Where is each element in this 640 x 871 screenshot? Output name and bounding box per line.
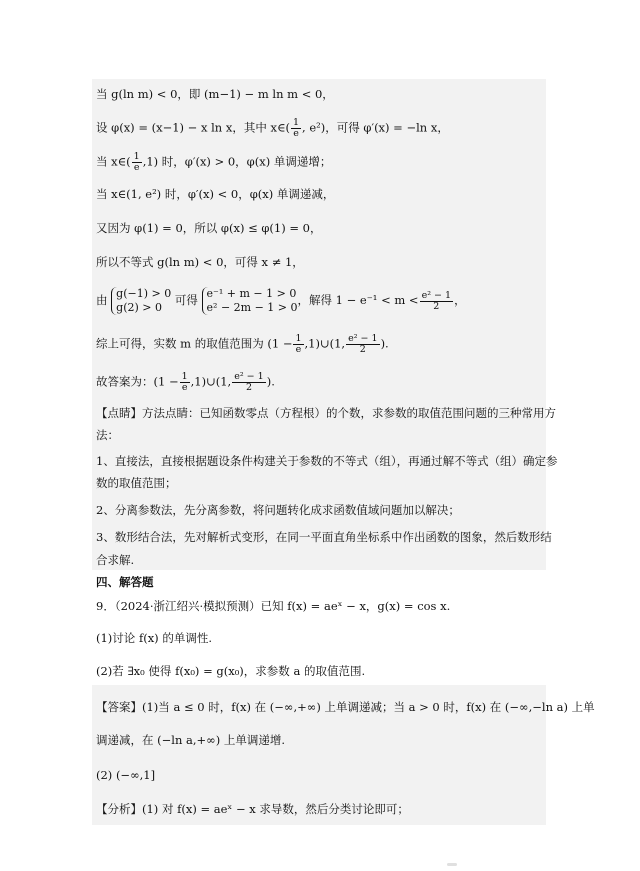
fraction: [232, 372, 265, 393]
fraction-denominator: 2: [433, 300, 440, 312]
method-1-line-1: 1、直接法，直接根据题设条件构建关于参数的不等式（组），再通过解不等式（组）确定参: [96, 454, 558, 468]
solution-line-8: [96, 334, 389, 355]
fraction-denominator: e: [133, 162, 140, 173]
inequality-system: [202, 287, 298, 315]
text-segment: ,1)∪(1,: [190, 374, 232, 389]
inequality-system: [111, 287, 171, 315]
question-9-part-2: (2)若 ∃x₀ 使得 f(x₀) = g(x₀)，求参数 a 的取值范围.: [96, 664, 366, 678]
solution-line-4: 当 x∈(1, e²) 时，φ′(x) < 0，φ(x) 单调递减，: [96, 187, 335, 201]
fraction-denominator: e: [181, 382, 188, 393]
text-segment: , e²)，可得 φ′(x) = −ln x，: [302, 120, 449, 135]
fraction-numerator: 1: [295, 333, 302, 344]
answer-line-3: (2) (−∞,1]: [96, 768, 156, 782]
fraction: [132, 152, 142, 173]
text-segment: 设 φ(x) = (x−1) − x ln x，其中 x∈(: [96, 120, 290, 135]
text-segment: 当 x∈(: [96, 154, 131, 169]
solution-line-6: 所以不等式 g(ln m) < 0，可得 x ≠ 1，: [96, 255, 304, 269]
solution-line-3: [96, 152, 331, 173]
fraction-numerator: 1: [181, 371, 188, 382]
text-segment: ).: [266, 374, 275, 389]
text-segment: ,1) 时，φ′(x) > 0，φ(x) 单调递增；: [142, 154, 332, 169]
question-9: 9．（2024·浙江绍兴·模拟预测）已知 f(x) = aeˣ − x，g(x) = cos x.: [96, 599, 451, 613]
page-footer-mark: [447, 863, 457, 866]
method-3-line-2: 合求解.: [96, 553, 135, 567]
solution-line-7: [96, 287, 466, 315]
text-segment: 故答案为：(1 −: [96, 374, 179, 389]
solution-line-9: [96, 372, 275, 393]
text-segment: 综上可得，实数 m 的取值范围为 (1 −: [96, 336, 293, 351]
fraction-numerator: e² − 1: [421, 289, 452, 301]
system-row: g(−1) > 0: [116, 287, 172, 300]
tip-line-1: 【点睛】方法点睛：已知函数零点（方程根）的个数，求参数的取值范围问题的三种常用方: [96, 406, 556, 420]
method-1-line-2: 数的取值范围；: [96, 476, 177, 490]
text-segment: ，: [454, 293, 466, 307]
text-segment: ，解得 1 − e⁻¹ < m <: [297, 293, 419, 307]
solution-line-5: 又因为 φ(1) = 0，所以 φ(x) ≤ φ(1) = 0，: [96, 221, 322, 235]
answer-line-2: 调递减，在 (−ln a,+∞) 上单调递增.: [96, 733, 286, 747]
fraction: [420, 291, 453, 312]
solution-line-1: 当 g(ln m) < 0，即 (m−1) − m ln m < 0，: [96, 87, 334, 101]
section-heading: 四、解答题: [96, 575, 154, 589]
fraction-denominator: 2: [359, 344, 366, 355]
fraction: [291, 118, 301, 139]
fraction-numerator: 1: [292, 117, 300, 128]
fraction-numerator: 1: [133, 151, 140, 162]
answer-line-1: 【答案】(1)当 a ≤ 0 时，f(x) 在 (−∞,+∞) 上单调递减；当 a > 0 时，f(x) 在 (−∞,−ln a) 上单: [96, 700, 595, 714]
question-9-part-1: (1)讨论 f(x) 的单调性.: [96, 631, 212, 645]
text-segment: 由: [96, 293, 108, 307]
fraction-numerator: e² − 1: [348, 333, 378, 344]
text-segment: ,1)∪(1,: [304, 336, 346, 351]
method-3-line-1: 3、数形结合法，先对解析式变形，在同一平面直角坐标系中作出函数的图象，然后数形结: [96, 530, 552, 544]
fraction: [346, 334, 379, 355]
fraction-denominator: e: [295, 344, 302, 355]
method-2-line: 2、分离参数法，先分离参数，将问题转化成求函数值域问题加以解决；: [96, 503, 460, 517]
tip-line-2: 法：: [96, 428, 119, 442]
system-row: g(2) > 0: [116, 301, 162, 314]
fraction: [180, 372, 190, 393]
text-segment: 可得: [174, 293, 198, 307]
solution-line-2: [96, 118, 449, 139]
fraction-denominator: e: [293, 128, 299, 139]
fraction-denominator: 2: [245, 382, 252, 393]
system-row: e² − 2m − 1 > 0: [206, 301, 298, 314]
fraction-numerator: e² − 1: [234, 371, 264, 382]
text-segment: ).: [380, 336, 389, 351]
system-row: e⁻¹ + m − 1 > 0: [206, 287, 297, 300]
analysis-line: 【分析】(1) 对 f(x) = aeˣ − x 求导数，然后分类讨论即可；: [96, 802, 409, 816]
fraction: [293, 334, 303, 355]
